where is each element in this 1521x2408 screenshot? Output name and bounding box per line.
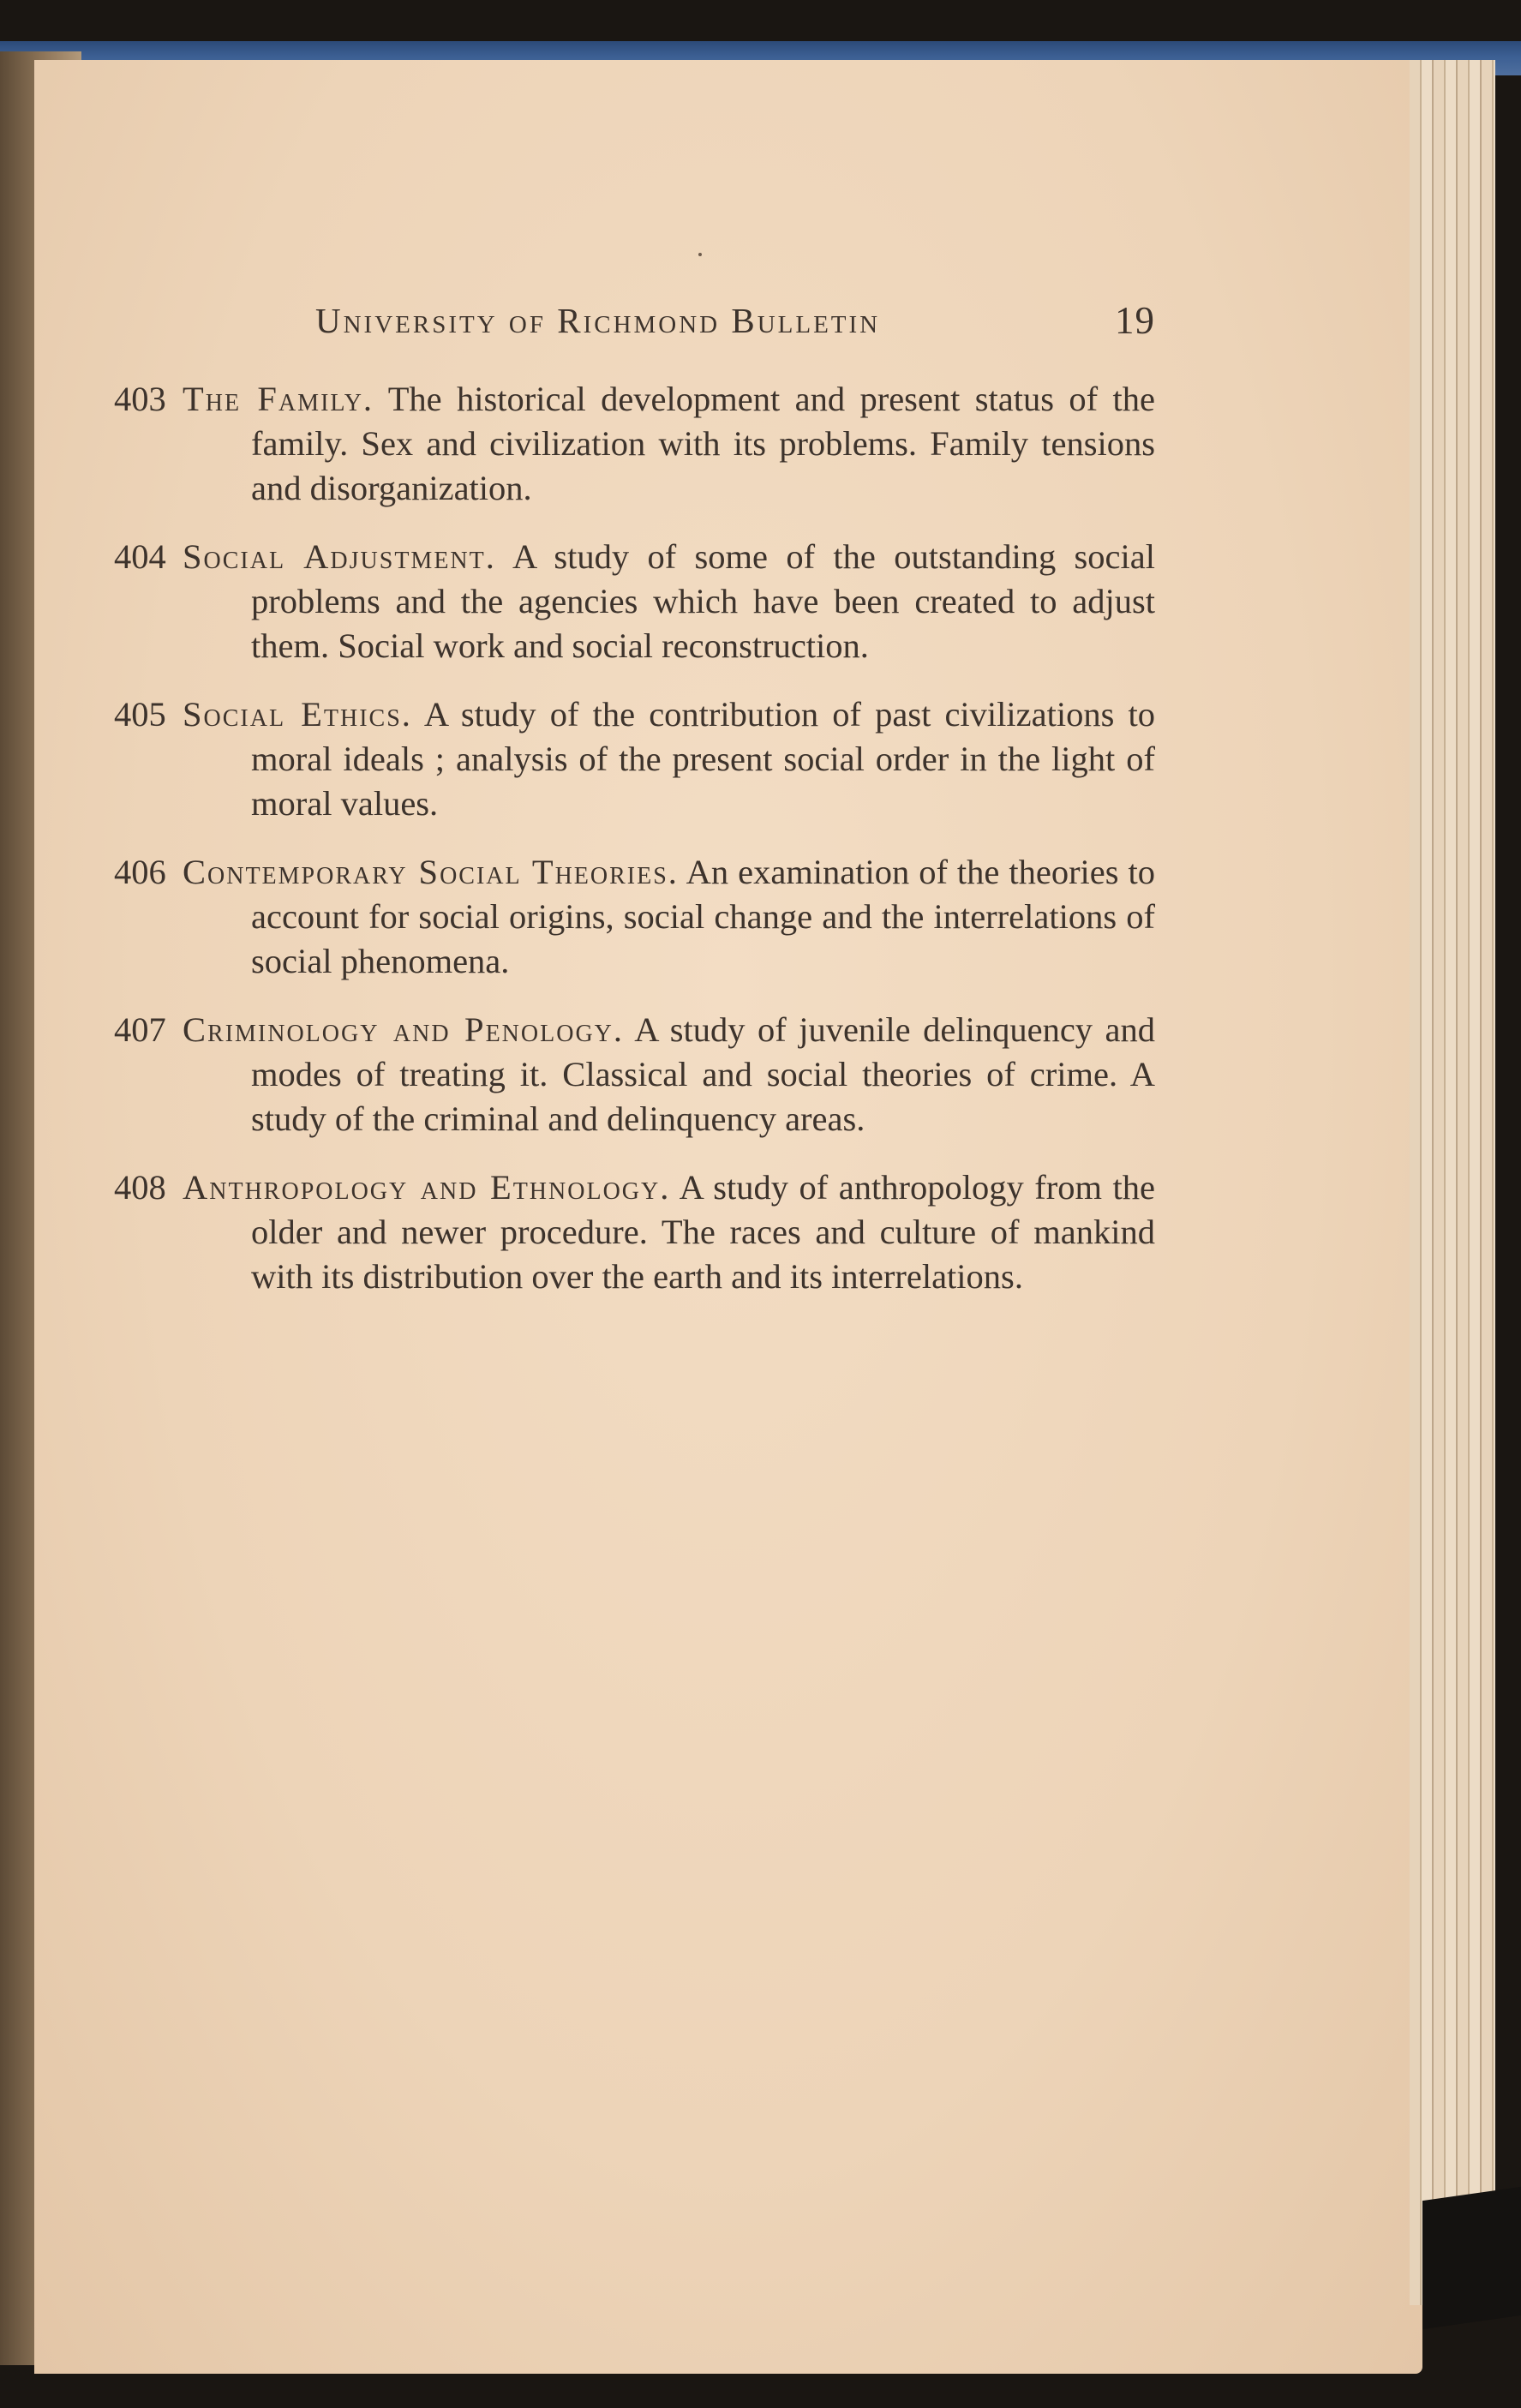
- course-body: [183, 850, 1155, 984]
- course-description: An examination of the theories to account for social origins, social change and the interrelations of social phenomena.: [251, 853, 1155, 980]
- course-entry: [114, 535, 1155, 668]
- course-entry: [114, 1008, 1155, 1141]
- page-edges-shadow: [1422, 2187, 1521, 2329]
- course-entry: [114, 1165, 1155, 1299]
- course-name: Social Ethics.: [183, 695, 412, 734]
- course-number: 403: [114, 380, 166, 418]
- course-name: Anthropology and Ethnology.: [183, 1168, 671, 1207]
- course-number: 404: [114, 537, 166, 576]
- course-name: Social Adjustment.: [183, 537, 496, 576]
- course-number: 405: [114, 695, 166, 734]
- course-description: A study of juvenile delinquency and modes of treating it. Classical and social theories of crime. A study of the criminal and delinquency areas.: [251, 1010, 1155, 1138]
- course-entry: [114, 850, 1155, 984]
- course-body: [183, 377, 1155, 511]
- page-edges: [1410, 60, 1495, 2305]
- course-description: A study of some of the outstanding social problems and the agencies which have been created to adjust them. Social work and social reconstruction.: [251, 537, 1156, 665]
- course-name: The Family.: [183, 380, 374, 418]
- course-entry: [114, 377, 1155, 511]
- running-head: [114, 283, 1155, 351]
- course-description: A study of the contribution of past civilizations to moral ideals ; analysis of the present social order in the light of moral values.: [251, 695, 1155, 823]
- course-body: [183, 692, 1155, 826]
- course-body: [183, 1008, 1155, 1141]
- course-name: Criminology and Penology.: [183, 1010, 625, 1049]
- course-body: [183, 535, 1155, 668]
- course-description: A study of anthropology from the older and newer procedure. The races and culture of mankind with its distribution over the earth and its interrelations.: [251, 1168, 1156, 1296]
- course-description: The historical development and present status of the family. Sex and civilization with its problems. Family tensions and disorganization.: [251, 380, 1155, 507]
- text-block: [114, 283, 1155, 1299]
- course-entry: [114, 692, 1155, 826]
- course-name: Contemporary Social Theories.: [183, 853, 679, 891]
- course-number: 407: [114, 1010, 166, 1049]
- course-number: 408: [114, 1168, 166, 1207]
- course-body: [183, 1165, 1155, 1299]
- paper-speck: [698, 253, 702, 256]
- page-number: 19: [1115, 299, 1155, 342]
- running-head-title: University of Richmond Bulletin: [315, 301, 881, 340]
- course-number: 406: [114, 853, 166, 891]
